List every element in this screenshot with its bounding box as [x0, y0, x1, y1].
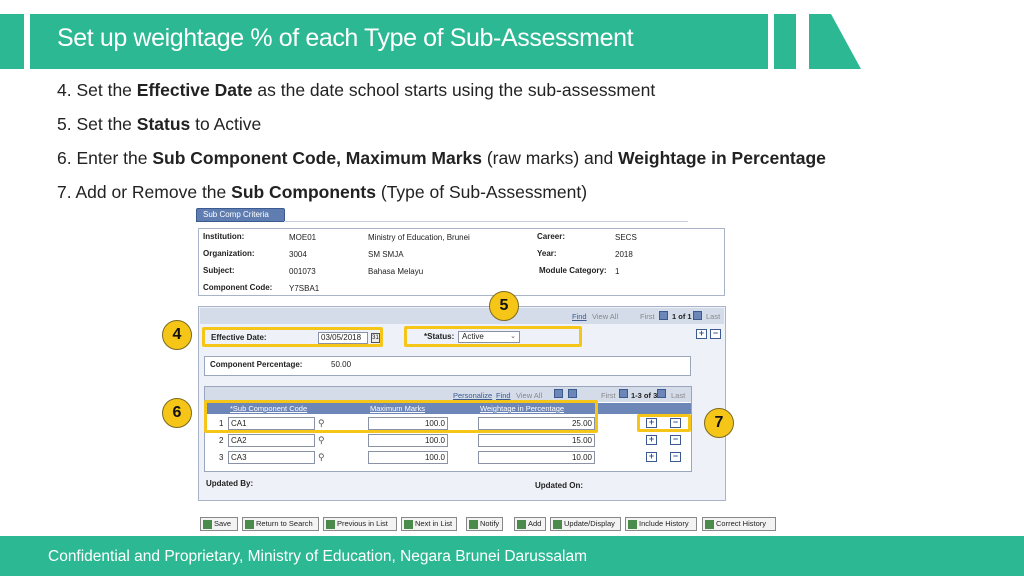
sub-component-code-input[interactable]: CA3 [228, 451, 315, 464]
return-to-search-button[interactable] [242, 517, 319, 531]
save-label: Save [214, 519, 232, 528]
organization-code: 3004 [289, 250, 307, 259]
col-weightage[interactable]: Weightage in Percentage [480, 404, 565, 413]
add-row-button[interactable]: + [646, 418, 657, 428]
add-button[interactable] [514, 517, 546, 531]
effective-date-label: Effective Date: [211, 333, 267, 342]
delete-row-button[interactable]: − [670, 435, 681, 445]
step-text: 6. Enter the [57, 148, 153, 168]
col-sub-component-code[interactable]: *Sub Component Code [230, 404, 308, 413]
institution-code: MOE01 [289, 233, 317, 242]
weightage-input[interactable]: 25.00 [478, 417, 595, 430]
correct-history-icon [705, 520, 714, 529]
weightage-input[interactable]: 15.00 [478, 434, 595, 447]
grid-next-icon[interactable] [657, 389, 666, 398]
sub-component-code-input[interactable]: CA2 [228, 434, 315, 447]
step-4 [57, 80, 826, 114]
updated-by-label: Updated By: [206, 479, 254, 488]
correct-history-button[interactable] [702, 517, 776, 531]
add-row-button[interactable]: + [646, 435, 657, 445]
grid-prev-icon[interactable] [619, 389, 628, 398]
include-history-button[interactable] [625, 517, 697, 531]
slide-title: Set up weightage % of each Type of Sub-Assessment [57, 24, 634, 52]
grid-last-label: Last [671, 391, 686, 400]
subject-code: 001073 [289, 267, 316, 276]
callout-4: 4 [162, 320, 192, 350]
personalize-link[interactable]: Personalize [453, 391, 493, 400]
step-6 [57, 148, 826, 182]
component-code-value: Y7SBA1 [289, 284, 320, 293]
component-code-label: Component Code: [203, 283, 273, 292]
next-in-list-button[interactable] [401, 517, 457, 531]
step-text: 5. Set the [57, 114, 137, 134]
calendar-icon[interactable]: 31 [372, 335, 379, 341]
grid-view-all-link[interactable]: View All [516, 391, 543, 400]
component-percentage-value: 50.00 [331, 360, 352, 369]
return-icon [245, 520, 254, 529]
add-row-button[interactable]: + [696, 329, 707, 339]
view-all-link[interactable]: View All [592, 312, 619, 321]
prev-icon[interactable] [659, 311, 668, 320]
next-icon[interactable] [693, 311, 702, 320]
updated-on-label: Updated On: [535, 481, 583, 490]
last-label: Last [706, 312, 721, 321]
grid-find-link[interactable]: Find [496, 391, 511, 400]
highlight-sub-component-grid [204, 400, 598, 433]
notify-label: Notify [480, 519, 500, 528]
chevron-down-icon: ⌄ [510, 333, 516, 340]
header-accent-mid [774, 14, 796, 69]
step-text: (raw marks) and [481, 148, 619, 168]
career-label: Career: [537, 232, 566, 241]
notify-icon [469, 520, 478, 529]
notify-button[interactable] [466, 517, 503, 531]
delete-row-button[interactable]: − [670, 452, 681, 462]
status-label: *Status: [424, 332, 455, 341]
career-value: SECS [615, 233, 637, 242]
include-history-label: Include History [639, 519, 689, 528]
delete-row-button[interactable]: − [670, 418, 681, 428]
add-row-button[interactable]: + [646, 452, 657, 462]
next-label: Next in List [415, 519, 453, 528]
institution-name: Ministry of Education, Brunei [368, 233, 470, 242]
download-icon[interactable] [554, 389, 563, 398]
row-number: 2 [219, 436, 224, 445]
step-bold: Status [136, 114, 191, 134]
save-button[interactable] [200, 517, 238, 531]
organization-label: Organization: [203, 249, 255, 258]
step-bold: Sub Components [231, 182, 376, 202]
footer-text: Confidential and Proprietary, Ministry of Education, Negara Brunei Darussalam [48, 548, 588, 565]
find-link[interactable]: Find [572, 312, 587, 321]
panel-navigation [200, 308, 724, 324]
update-icon [553, 520, 562, 529]
subject-name: Bahasa Melayu [368, 267, 424, 276]
step-text: to Active [190, 114, 262, 134]
step-text: (Type of Sub-Assessment) [376, 182, 588, 202]
instruction-list [57, 80, 826, 216]
highlight-status [404, 326, 582, 347]
step-bold: Sub Component Code, Maximum Marks [152, 148, 482, 168]
module-category-value: 1 [615, 267, 620, 276]
status-value: Active [462, 332, 484, 341]
step-bold: Weightage in Percentage [618, 148, 826, 168]
next-icon [404, 520, 413, 529]
component-percentage-label: Component Percentage: [210, 360, 303, 369]
organization-name: SM SMJA [368, 250, 404, 259]
row-number: 1 [219, 419, 224, 428]
delete-row-button[interactable]: − [710, 329, 721, 339]
maximum-marks-input[interactable]: 100.0 [368, 434, 448, 447]
highlight-effective-date [202, 327, 383, 347]
grid-row-range: 1-3 of 3 [631, 391, 658, 400]
correct-history-label: Correct History [716, 519, 767, 528]
grid-first-label: First [601, 391, 616, 400]
footer-bar [0, 536, 1024, 576]
first-label: First [640, 312, 655, 321]
callout-7: 7 [704, 408, 734, 438]
search-icon[interactable]: ⚲ [318, 452, 325, 462]
year-value: 2018 [615, 250, 633, 259]
criteria-panel [198, 228, 725, 296]
callout-5: 5 [489, 291, 519, 321]
step-text: 4. Set the [57, 80, 137, 100]
tab-sub-comp-criteria[interactable]: Sub Comp Criteria [196, 208, 285, 222]
step-text: as the date school starts using the sub-assessment [252, 80, 656, 100]
previous-in-list-button[interactable] [323, 517, 397, 531]
row-range: 1 of 1 [672, 312, 692, 321]
step-text: 7. Add or Remove the [57, 182, 232, 202]
year-label: Year: [537, 249, 557, 258]
maximum-marks-input[interactable]: 100.0 [368, 417, 448, 430]
save-icon [203, 520, 212, 529]
zoom-icon[interactable] [568, 389, 577, 398]
sub-component-code-input[interactable]: CA1 [228, 417, 315, 430]
row-number: 3 [219, 453, 224, 462]
institution-label: Institution: [203, 232, 245, 241]
previous-label: Previous in List [337, 519, 388, 528]
search-icon[interactable]: ⚲ [318, 418, 325, 428]
step-5 [57, 114, 826, 148]
header-accent-left [0, 14, 24, 69]
add-icon [517, 520, 526, 529]
subject-label: Subject: [203, 266, 235, 275]
col-maximum-marks[interactable]: Maximum Marks [370, 404, 426, 413]
search-icon[interactable]: ⚲ [318, 435, 325, 445]
tab-divider [284, 221, 688, 222]
step-7 [57, 182, 826, 216]
maximum-marks-input[interactable]: 100.0 [368, 451, 448, 464]
table-row [205, 432, 691, 449]
step-bold: Effective Date [136, 80, 253, 100]
update-display-button[interactable] [550, 517, 621, 531]
effective-date-input[interactable]: 03/05/2018 [318, 332, 368, 344]
weightage-input[interactable]: 10.00 [478, 451, 595, 464]
previous-icon [326, 520, 335, 529]
highlight-add-remove [637, 414, 691, 432]
return-label: Return to Search [256, 519, 313, 528]
update-label: Update/Display [564, 519, 615, 528]
table-row [205, 449, 691, 466]
callout-6: 6 [162, 398, 192, 428]
history-icon [628, 520, 637, 529]
module-category-label: Module Category: [539, 266, 607, 275]
add-label: Add [528, 519, 542, 528]
